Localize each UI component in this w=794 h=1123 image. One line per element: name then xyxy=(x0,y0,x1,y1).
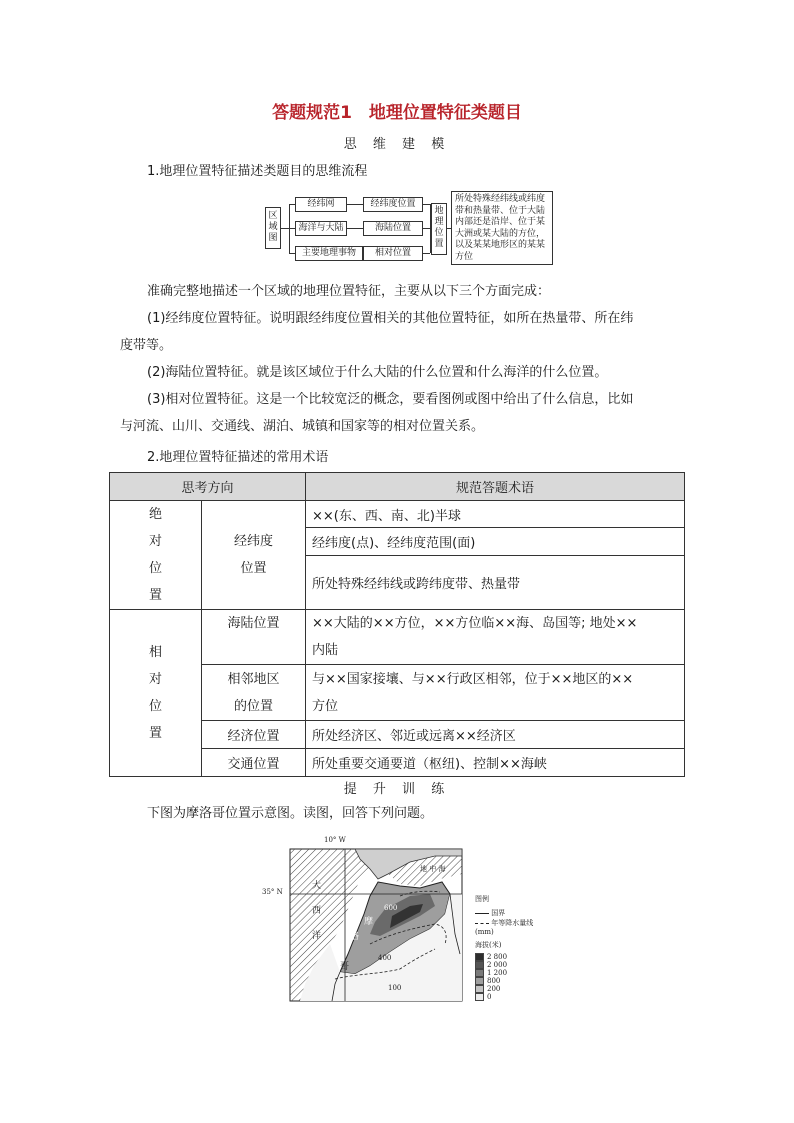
sub-latlon-position xyxy=(202,501,306,610)
group-char: 位 xyxy=(148,699,162,714)
table-header-row xyxy=(110,473,685,501)
morocco-location-map xyxy=(260,834,540,1006)
group-char: 位 xyxy=(148,561,162,576)
flow-region-map-box xyxy=(265,207,281,249)
group-char: 对 xyxy=(148,534,162,549)
term-cell: ××(东、西、南、北)半球 xyxy=(306,501,685,528)
point-1-line-2: 度带等。 xyxy=(120,338,173,353)
flow-geo-char: 理 xyxy=(434,217,444,227)
elevation-swatch-row xyxy=(475,961,540,969)
elevation-swatch xyxy=(475,961,484,969)
country-char: 洛 xyxy=(350,932,360,942)
term-line: ××大陆的××方位，××方位临××海、岛国等; 地处×× xyxy=(312,616,638,631)
page-title: 答题规范1 地理位置特征类题目 xyxy=(272,103,522,123)
term-cell: 经纬度(点)、经纬度范围(面) xyxy=(306,528,685,556)
group-char: 相 xyxy=(148,645,162,660)
term-cell: 所处重要交通要道（枢纽)、控制××海峡 xyxy=(306,749,685,777)
flow-geo-location-box xyxy=(431,203,447,255)
isohyet-label: 400 xyxy=(378,954,392,962)
sub-traffic-position: 交通位置 xyxy=(202,749,306,777)
isohyet-label: 100 xyxy=(388,984,402,992)
flow-mid-item: 相对位置 xyxy=(363,246,423,261)
elevation-label: 2 800 xyxy=(487,953,508,961)
sub-line: 海陆位置 xyxy=(227,616,280,631)
elevation-swatch xyxy=(475,985,484,993)
term-line: 内陆 xyxy=(312,643,339,658)
elevation-label: 2 000 xyxy=(487,961,508,969)
ocean-char: 西 xyxy=(312,906,322,916)
sub-line: 的位置 xyxy=(234,698,274,714)
table-header-direction: 思考方向 xyxy=(110,473,306,501)
map-legend xyxy=(475,894,540,1001)
flow-geo-char: 位 xyxy=(434,228,444,238)
elevation-swatch xyxy=(475,977,484,985)
flow-region-char: 图 xyxy=(268,233,278,243)
flow-region-char: 区 xyxy=(268,211,278,221)
sub-economic-position: 经济位置 xyxy=(202,721,306,749)
elevation-swatch-row xyxy=(475,969,540,977)
intro-text: 准确完整地描述一个区域的地理位置特征，主要从以下三个方面完成： xyxy=(147,284,551,299)
legend-elevation-title: 海拔(米) xyxy=(475,941,502,949)
term-cell xyxy=(306,665,685,721)
point-3-line-2: 与河流、山川、交通线、湖泊、城镇和国家等的相对位置关系。 xyxy=(120,419,485,434)
table-row xyxy=(110,610,685,665)
flow-mid-item: 经纬度位置 xyxy=(363,197,423,212)
longitude-label: 10° W xyxy=(324,836,346,844)
group-char: 绝 xyxy=(148,507,162,522)
elevation-label: 1 200 xyxy=(487,969,508,977)
sub-line: 位置 xyxy=(240,561,267,576)
sub-line: 经纬度 xyxy=(234,534,274,549)
group-relative-position xyxy=(110,610,202,777)
elevation-swatch xyxy=(475,993,484,1001)
terms-table xyxy=(109,472,685,777)
point-1-line-1: (1)经纬度位置特征。说明跟经纬度位置相关的其他位置特征，如所在热量带、所在纬 xyxy=(147,311,634,326)
elevation-swatch-row xyxy=(475,977,540,985)
elevation-swatch-row xyxy=(475,993,540,1001)
sub-neighbor-position xyxy=(202,665,306,721)
term-cell: 所处特殊经纬线或跨纬度带、热量带 xyxy=(306,556,685,610)
item1-label: 1.地理位置特征描述类题目的思维流程 xyxy=(147,164,368,179)
sea-label: 地 中 海 xyxy=(420,865,446,873)
term-cell xyxy=(306,610,685,665)
elevation-swatch-row xyxy=(475,985,540,993)
item2-label: 2.地理位置特征描述的常用术语 xyxy=(147,450,329,465)
legend-border-row xyxy=(475,908,540,918)
legend-isohyet-label: 年等降水量线(mm) xyxy=(475,919,534,936)
flow-geo-char: 置 xyxy=(434,239,444,249)
table-header-terms: 规范答题术语 xyxy=(306,473,685,501)
elevation-label: 0 xyxy=(487,993,492,1001)
flow-left-item: 经纬网 xyxy=(295,197,347,212)
thinking-flow-chart xyxy=(264,191,554,265)
group-absolute-position xyxy=(110,501,202,610)
section-heading-modeling: 思 维 建 模 xyxy=(343,137,451,152)
elevation-label: 200 xyxy=(487,985,501,993)
elevation-scale xyxy=(475,953,540,1001)
flow-geo-char: 地 xyxy=(434,206,444,216)
group-char: 对 xyxy=(148,672,162,687)
legend-isohyet-row xyxy=(475,918,540,936)
latitude-label: 35° N xyxy=(262,888,283,896)
legend-title: 图例 xyxy=(475,895,489,903)
flow-mid-item: 海陆位置 xyxy=(363,221,423,236)
flow-region-char: 域 xyxy=(268,222,278,232)
flow-left-item: 海洋与大陆 xyxy=(295,221,347,236)
term-line: 方位 xyxy=(312,698,339,714)
point-3-line-1: (3)相对位置特征。这是一个比较宽泛的概念，要看图例或图中给出了什么信息，比如 xyxy=(147,392,634,407)
flow-left-item: 主要地理事物 xyxy=(295,246,363,261)
point-2: (2)海陆位置特征。就是该区域位于什么大陆的什么位置和什么海洋的什么位置。 xyxy=(147,365,608,380)
ocean-char: 大 xyxy=(312,881,322,891)
group-char: 置 xyxy=(148,726,162,741)
country-char: 哥 xyxy=(340,962,350,972)
term-cell: 所处经济区、邻近或远离××经济区 xyxy=(306,721,685,749)
country-char: 摩 xyxy=(364,917,374,927)
sub-line: 相邻地区 xyxy=(227,671,280,687)
term-line: 与××国家接壤、与××行政区相邻，位于××地区的×× xyxy=(312,671,634,687)
legend-border-label: 国界 xyxy=(491,909,506,917)
table-row xyxy=(110,501,685,528)
ocean-char: 洋 xyxy=(312,931,322,941)
sub-sea-land-position xyxy=(202,610,306,665)
elevation-swatch xyxy=(475,953,484,961)
elevation-label: 800 xyxy=(487,977,501,985)
flow-description-box: 所处特殊经纬线或纬度带和热量带、位于大陆内部还是沿岸、位于某大洲或某大陆的方位，以及某某地形区的某某方位 xyxy=(451,191,553,265)
section-heading-practice: 提 升 训 练 xyxy=(343,782,451,797)
isohyet-label: 600 xyxy=(384,904,398,912)
group-char: 置 xyxy=(148,588,162,603)
elevation-swatch xyxy=(475,969,484,977)
question-text: 下图为摩洛哥位置示意图。读图，回答下列问题。 xyxy=(147,806,434,821)
ocean-label xyxy=(312,874,321,949)
elevation-swatch-row xyxy=(475,953,540,961)
